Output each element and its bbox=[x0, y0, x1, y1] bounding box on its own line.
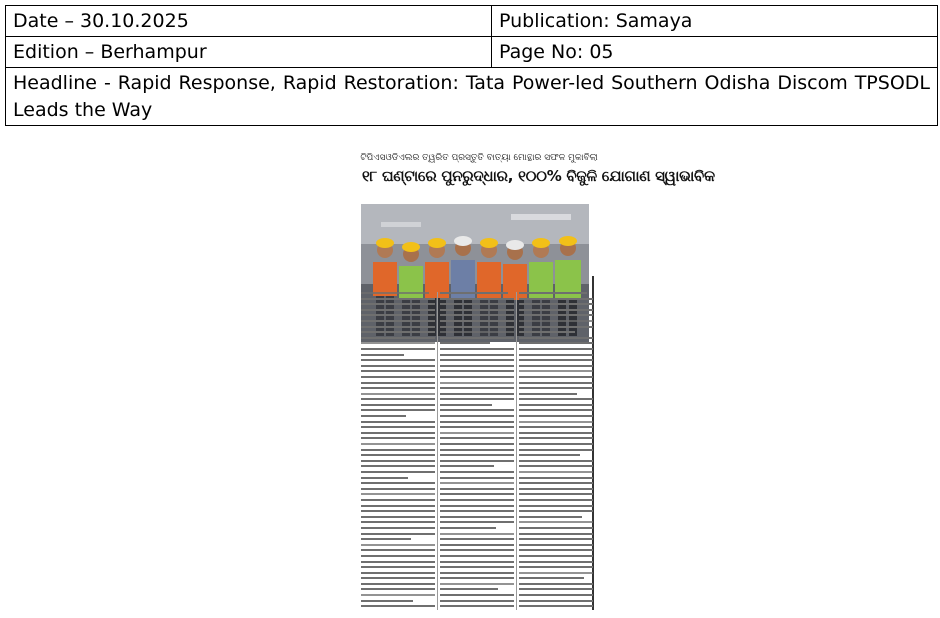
text-line bbox=[440, 326, 514, 328]
text-line bbox=[519, 482, 593, 484]
edition-cell: Edition – Berhampur bbox=[6, 37, 492, 68]
text-line bbox=[440, 303, 514, 305]
text-line bbox=[361, 337, 435, 339]
text-line bbox=[519, 326, 593, 328]
text-line bbox=[361, 482, 435, 484]
text-line bbox=[361, 426, 435, 428]
text-line bbox=[519, 393, 577, 395]
text-line bbox=[440, 337, 514, 339]
text-line bbox=[440, 354, 514, 356]
text-line bbox=[519, 342, 593, 344]
text-line bbox=[519, 471, 593, 473]
text-line bbox=[361, 605, 435, 607]
text-line bbox=[440, 505, 514, 507]
text-line bbox=[519, 398, 593, 400]
text-line bbox=[519, 298, 593, 300]
text-line bbox=[361, 572, 435, 574]
text-line bbox=[440, 594, 514, 596]
text-line bbox=[440, 387, 514, 389]
text-line bbox=[361, 432, 435, 434]
text-line bbox=[519, 449, 593, 451]
text-line bbox=[440, 292, 508, 294]
date-cell: Date – 30.10.2025 bbox=[6, 6, 492, 37]
text-line bbox=[519, 505, 593, 507]
text-line bbox=[440, 572, 514, 574]
text-line bbox=[361, 566, 435, 568]
text-line bbox=[519, 605, 593, 607]
text-line bbox=[361, 583, 435, 585]
text-line bbox=[361, 499, 435, 501]
text-line bbox=[440, 404, 492, 406]
text-line bbox=[361, 314, 435, 316]
text-line bbox=[440, 376, 514, 378]
text-line bbox=[361, 454, 435, 456]
text-line bbox=[361, 488, 435, 490]
text-line bbox=[361, 465, 435, 467]
text-line bbox=[440, 409, 514, 411]
text-line bbox=[440, 382, 514, 384]
text-line bbox=[440, 460, 514, 462]
text-line bbox=[440, 510, 514, 512]
text-line bbox=[519, 555, 593, 557]
text-line bbox=[361, 398, 435, 400]
text-line bbox=[440, 314, 514, 316]
text-line bbox=[361, 510, 435, 512]
text-line bbox=[361, 409, 435, 411]
text-line bbox=[440, 516, 514, 518]
text-line bbox=[519, 359, 593, 361]
headline-cell: Headline - Rapid Response, Rapid Restoration: Tata Power-led Southern Odisha Discom TPSODL Leads the Way bbox=[6, 68, 938, 126]
text-line bbox=[361, 477, 408, 479]
text-line bbox=[361, 320, 435, 322]
text-line bbox=[361, 527, 435, 529]
text-line bbox=[440, 533, 514, 535]
text-line bbox=[361, 370, 435, 372]
text-line bbox=[361, 443, 435, 445]
text-line bbox=[440, 600, 514, 602]
text-line bbox=[440, 488, 514, 490]
text-line bbox=[519, 426, 593, 428]
text-line bbox=[519, 600, 593, 602]
text-line bbox=[519, 488, 593, 490]
text-line bbox=[440, 421, 514, 423]
text-line bbox=[361, 354, 404, 356]
text-line bbox=[361, 516, 435, 518]
text-line bbox=[519, 437, 593, 439]
text-line bbox=[361, 359, 435, 361]
text-line bbox=[440, 426, 514, 428]
text-line bbox=[519, 337, 593, 339]
text-line bbox=[519, 465, 593, 467]
text-line bbox=[519, 499, 593, 501]
text-line bbox=[519, 577, 584, 579]
text-line bbox=[519, 516, 582, 518]
text-line bbox=[361, 533, 435, 535]
text-line bbox=[361, 555, 435, 557]
article-column bbox=[440, 292, 514, 612]
text-line bbox=[440, 443, 514, 445]
text-line bbox=[440, 449, 514, 451]
text-line bbox=[361, 393, 435, 395]
text-line bbox=[440, 320, 514, 322]
text-line bbox=[361, 600, 413, 602]
text-line bbox=[519, 421, 593, 423]
text-line bbox=[440, 432, 514, 434]
text-line bbox=[440, 555, 514, 557]
text-line bbox=[361, 421, 435, 423]
text-line bbox=[440, 471, 514, 473]
text-line bbox=[519, 443, 593, 445]
text-line bbox=[361, 594, 435, 596]
text-line bbox=[440, 561, 514, 563]
text-line bbox=[361, 538, 411, 540]
text-line bbox=[519, 521, 593, 523]
text-line bbox=[440, 437, 514, 439]
page-number-cell: Page No: 05 bbox=[492, 37, 938, 68]
text-line bbox=[519, 510, 593, 512]
text-line bbox=[519, 561, 593, 563]
clipping-info-table bbox=[5, 5, 938, 126]
text-line bbox=[519, 527, 593, 529]
text-line bbox=[519, 292, 587, 294]
article-column bbox=[519, 292, 593, 612]
text-line bbox=[361, 437, 435, 439]
text-line bbox=[361, 326, 435, 328]
article-body bbox=[361, 292, 597, 612]
text-line bbox=[440, 583, 514, 585]
text-line bbox=[440, 605, 514, 607]
text-line bbox=[519, 538, 593, 540]
text-line bbox=[519, 387, 593, 389]
text-line bbox=[440, 588, 498, 590]
text-line bbox=[361, 544, 435, 546]
text-line bbox=[440, 454, 514, 456]
text-line bbox=[440, 365, 514, 367]
text-line bbox=[440, 577, 514, 579]
text-line bbox=[361, 404, 435, 406]
text-line bbox=[440, 493, 514, 495]
text-line bbox=[519, 549, 593, 551]
text-line bbox=[519, 460, 593, 462]
text-line bbox=[361, 471, 435, 473]
text-line bbox=[519, 588, 593, 590]
text-line bbox=[519, 409, 593, 411]
text-line bbox=[519, 583, 593, 585]
text-line bbox=[361, 382, 435, 384]
text-line bbox=[519, 331, 575, 333]
text-line bbox=[519, 594, 593, 596]
text-line bbox=[440, 415, 514, 417]
text-line bbox=[361, 292, 429, 294]
text-line bbox=[361, 460, 435, 462]
text-line bbox=[361, 449, 435, 451]
text-line bbox=[361, 415, 406, 417]
text-line bbox=[519, 533, 593, 535]
text-line bbox=[519, 309, 593, 311]
text-line bbox=[440, 521, 514, 523]
text-line bbox=[361, 303, 435, 305]
article-banner-headline: ୧୮ ଘଣ୍ଟାରେ ପୁନରୁଦ୍ଧାର, ୧୦୦% ବିଜୁଳି ଯୋଗାଣ ସ୍ୱାଭାବିକ bbox=[362, 167, 715, 185]
text-line bbox=[361, 342, 435, 344]
text-line bbox=[361, 588, 435, 590]
text-line bbox=[440, 331, 514, 333]
text-line bbox=[519, 348, 593, 350]
text-line bbox=[440, 348, 514, 350]
article-column bbox=[361, 292, 435, 612]
text-line bbox=[519, 404, 593, 406]
text-line bbox=[519, 566, 593, 568]
text-line bbox=[519, 493, 593, 495]
text-line bbox=[361, 348, 435, 350]
text-line bbox=[519, 314, 593, 316]
text-line bbox=[361, 309, 435, 311]
text-line bbox=[440, 538, 514, 540]
text-line bbox=[519, 544, 593, 546]
text-line bbox=[519, 376, 593, 378]
text-line bbox=[361, 521, 435, 523]
text-line bbox=[440, 544, 514, 546]
text-line bbox=[519, 572, 593, 574]
text-line bbox=[440, 309, 514, 311]
publication-cell: Publication: Samaya bbox=[492, 6, 938, 37]
text-line bbox=[440, 465, 494, 467]
text-line bbox=[440, 549, 514, 551]
text-line bbox=[519, 303, 593, 305]
text-line bbox=[361, 376, 435, 378]
text-line bbox=[440, 342, 490, 344]
text-line bbox=[361, 493, 435, 495]
text-line bbox=[361, 365, 435, 367]
text-line bbox=[519, 382, 593, 384]
text-line bbox=[440, 499, 514, 501]
text-line bbox=[440, 393, 514, 395]
text-line bbox=[440, 566, 514, 568]
text-line bbox=[519, 415, 593, 417]
text-line bbox=[440, 527, 496, 529]
text-line bbox=[361, 298, 435, 300]
text-line bbox=[361, 561, 435, 563]
text-line bbox=[519, 477, 593, 479]
text-line bbox=[361, 549, 435, 551]
article-kicker: ଟିପିଏସଓଡିଏଲର ତ୍ୱରିତ ପ୍ରସ୍ତୁତି ବାତ୍ୟା ମୋନ୍ଥାର ସଫଳ ମୁକାବିଲା bbox=[360, 153, 598, 163]
text-line bbox=[519, 432, 593, 434]
newspaper-clipping bbox=[360, 152, 715, 612]
text-line bbox=[519, 320, 593, 322]
text-line bbox=[440, 477, 514, 479]
text-line bbox=[440, 359, 514, 361]
text-line bbox=[519, 354, 593, 356]
text-line bbox=[361, 331, 435, 333]
text-line bbox=[519, 454, 580, 456]
text-line bbox=[440, 298, 514, 300]
text-line bbox=[361, 387, 435, 389]
text-line bbox=[440, 370, 514, 372]
text-line bbox=[440, 398, 514, 400]
text-line bbox=[519, 370, 593, 372]
text-line bbox=[519, 365, 593, 367]
text-line bbox=[361, 505, 435, 507]
text-line bbox=[361, 577, 435, 579]
text-line bbox=[440, 482, 514, 484]
